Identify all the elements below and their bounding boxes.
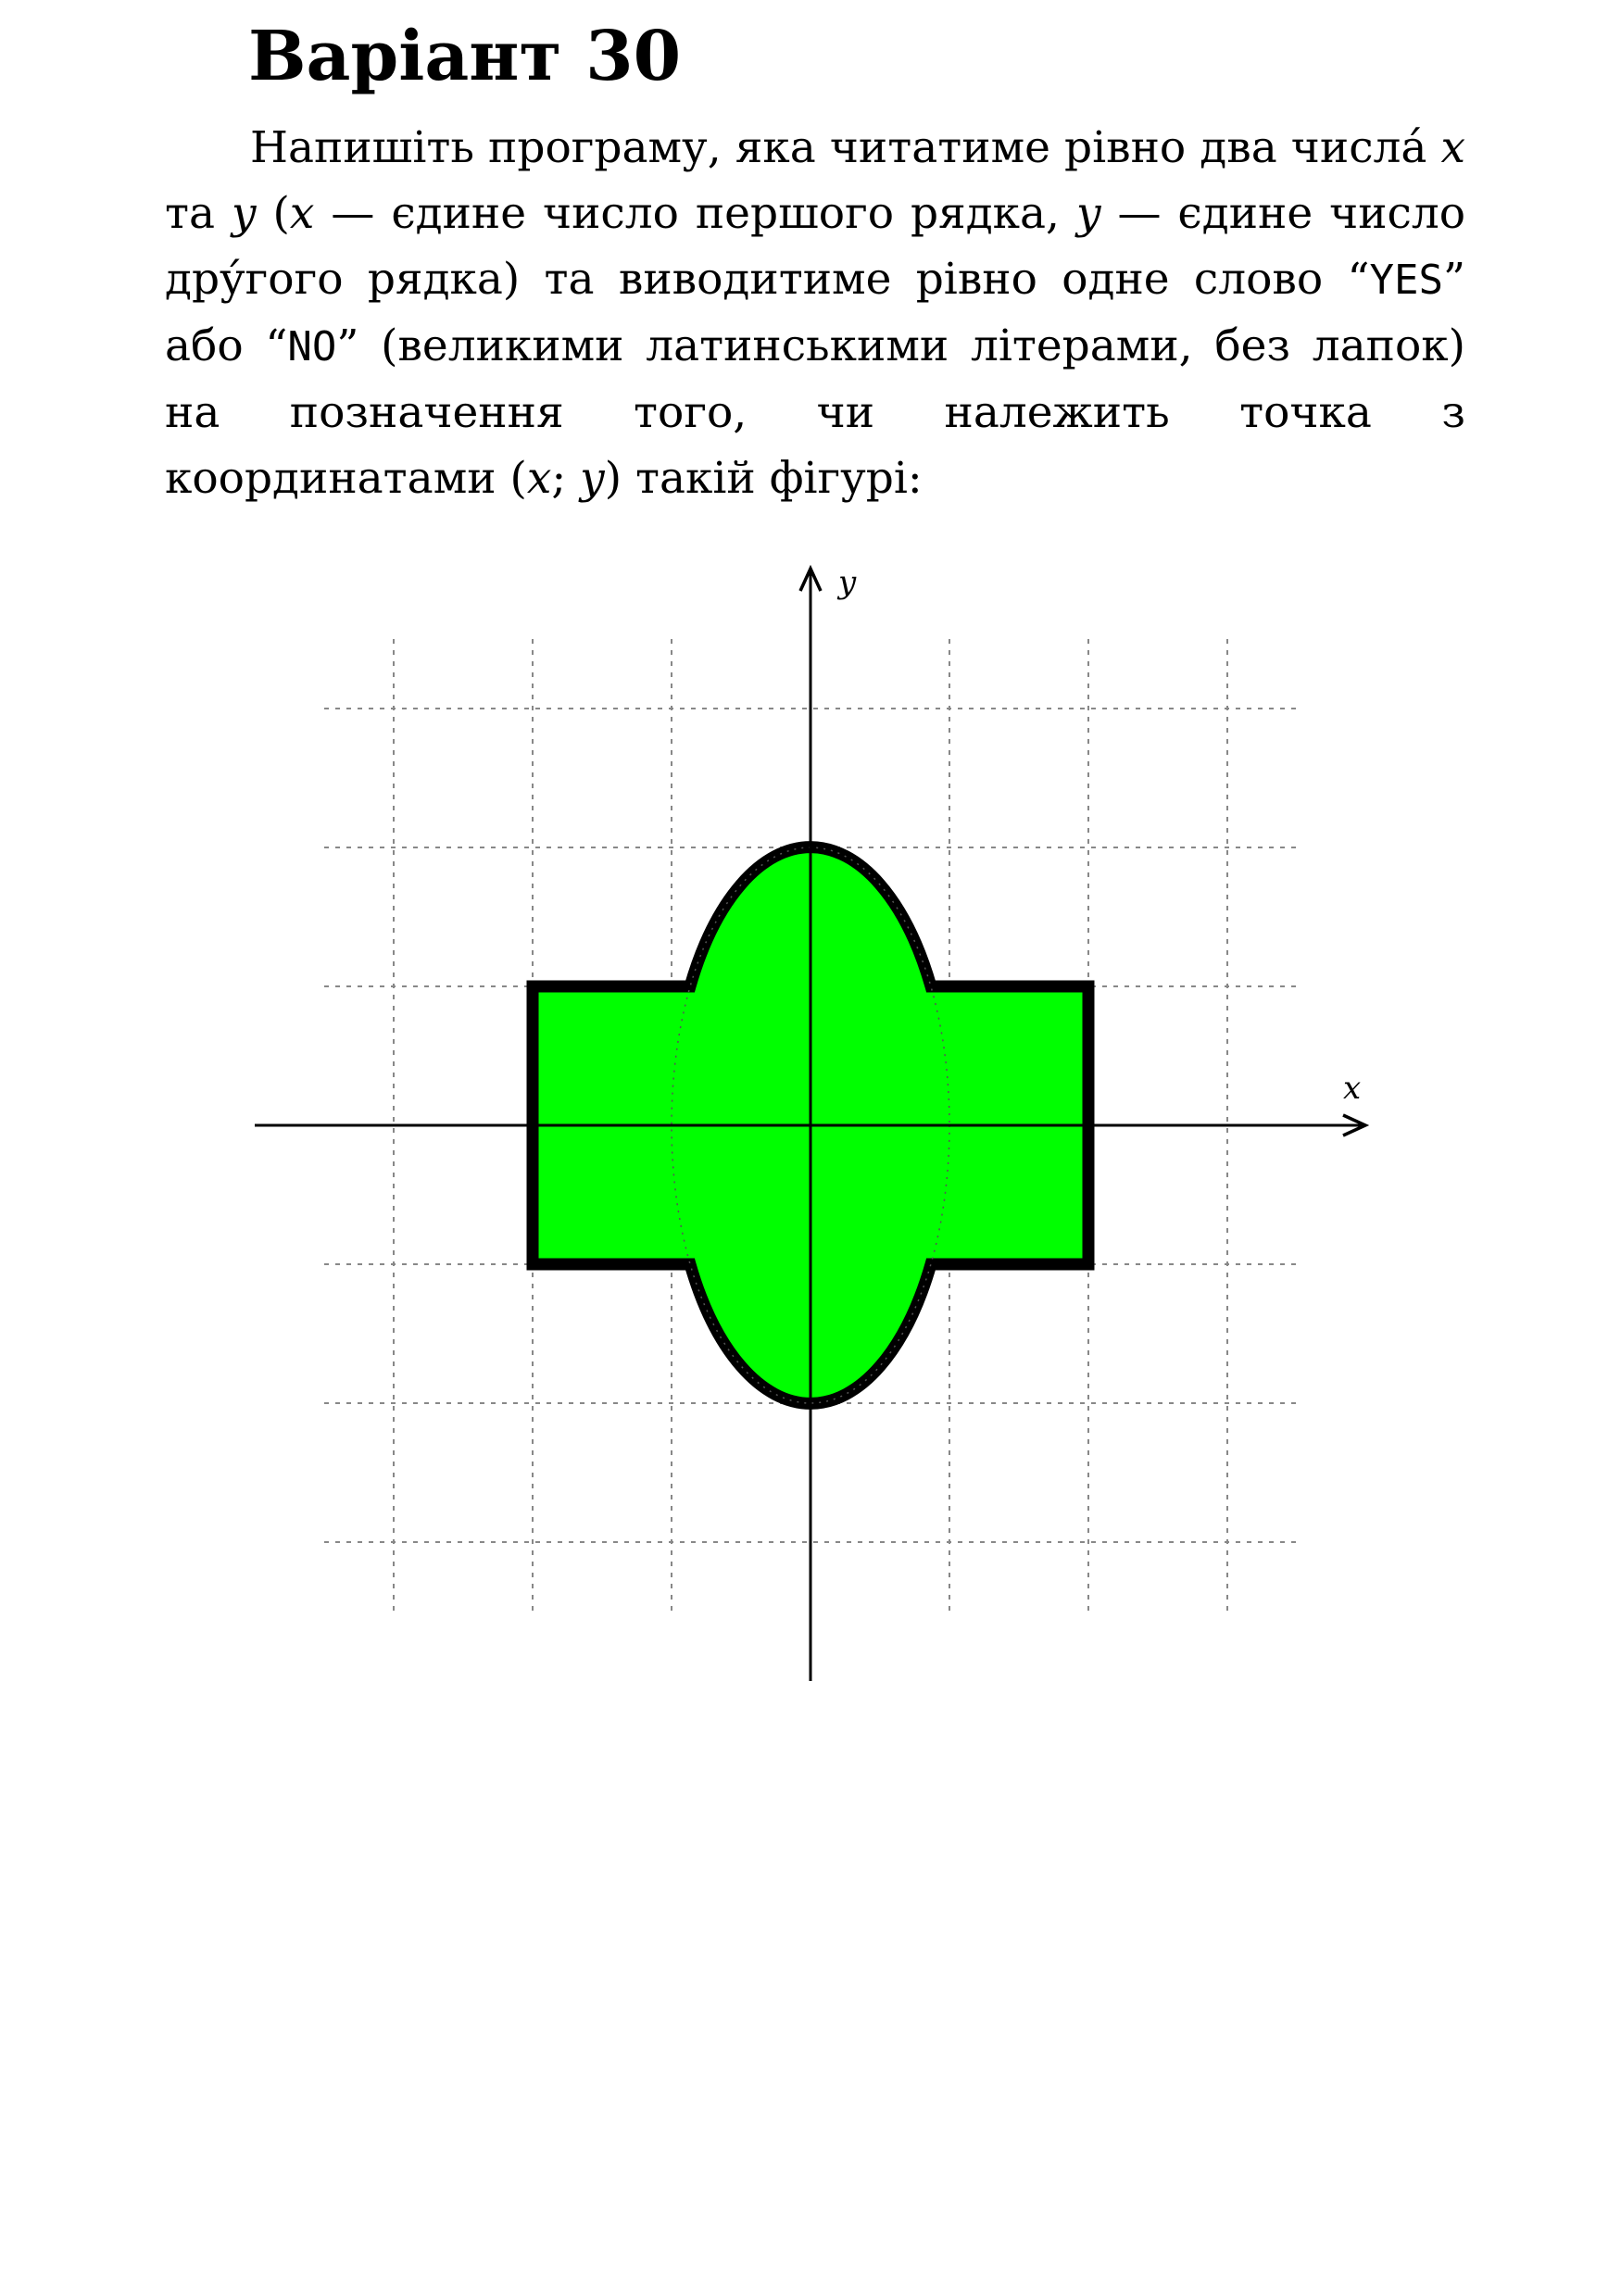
- text: ;: [551, 453, 581, 504]
- var-y: y: [1075, 188, 1101, 239]
- var-x: x: [289, 188, 315, 239]
- page-title: Варіант 30: [248, 17, 682, 96]
- text: ” (великими латинськими літерами, без лапок) на позначення того, чи належить точка з координатами (: [165, 320, 1465, 504]
- text: ” або “: [165, 254, 1465, 371]
- yes-word: YES: [1369, 257, 1443, 304]
- no-word: NO: [287, 323, 337, 370]
- text: — єдине число дру́гого рядка) та виводитиме рівно одне слово “: [165, 188, 1465, 305]
- x-axis-label: x: [1343, 1070, 1362, 1107]
- var-y: y: [580, 453, 605, 504]
- text: — єдине число першого рядка,: [314, 188, 1076, 239]
- var-x: x: [526, 453, 552, 504]
- var-y: y: [232, 188, 257, 239]
- text: (: [256, 188, 290, 239]
- text: та: [165, 188, 232, 239]
- var-x: x: [1440, 122, 1465, 173]
- text: ) такій фігурі:: [604, 453, 923, 504]
- axes: [255, 569, 1365, 1681]
- y-axis-label: y: [838, 564, 857, 601]
- text: Напишіть програму, яка читатиме рівно два числá: [250, 122, 1441, 173]
